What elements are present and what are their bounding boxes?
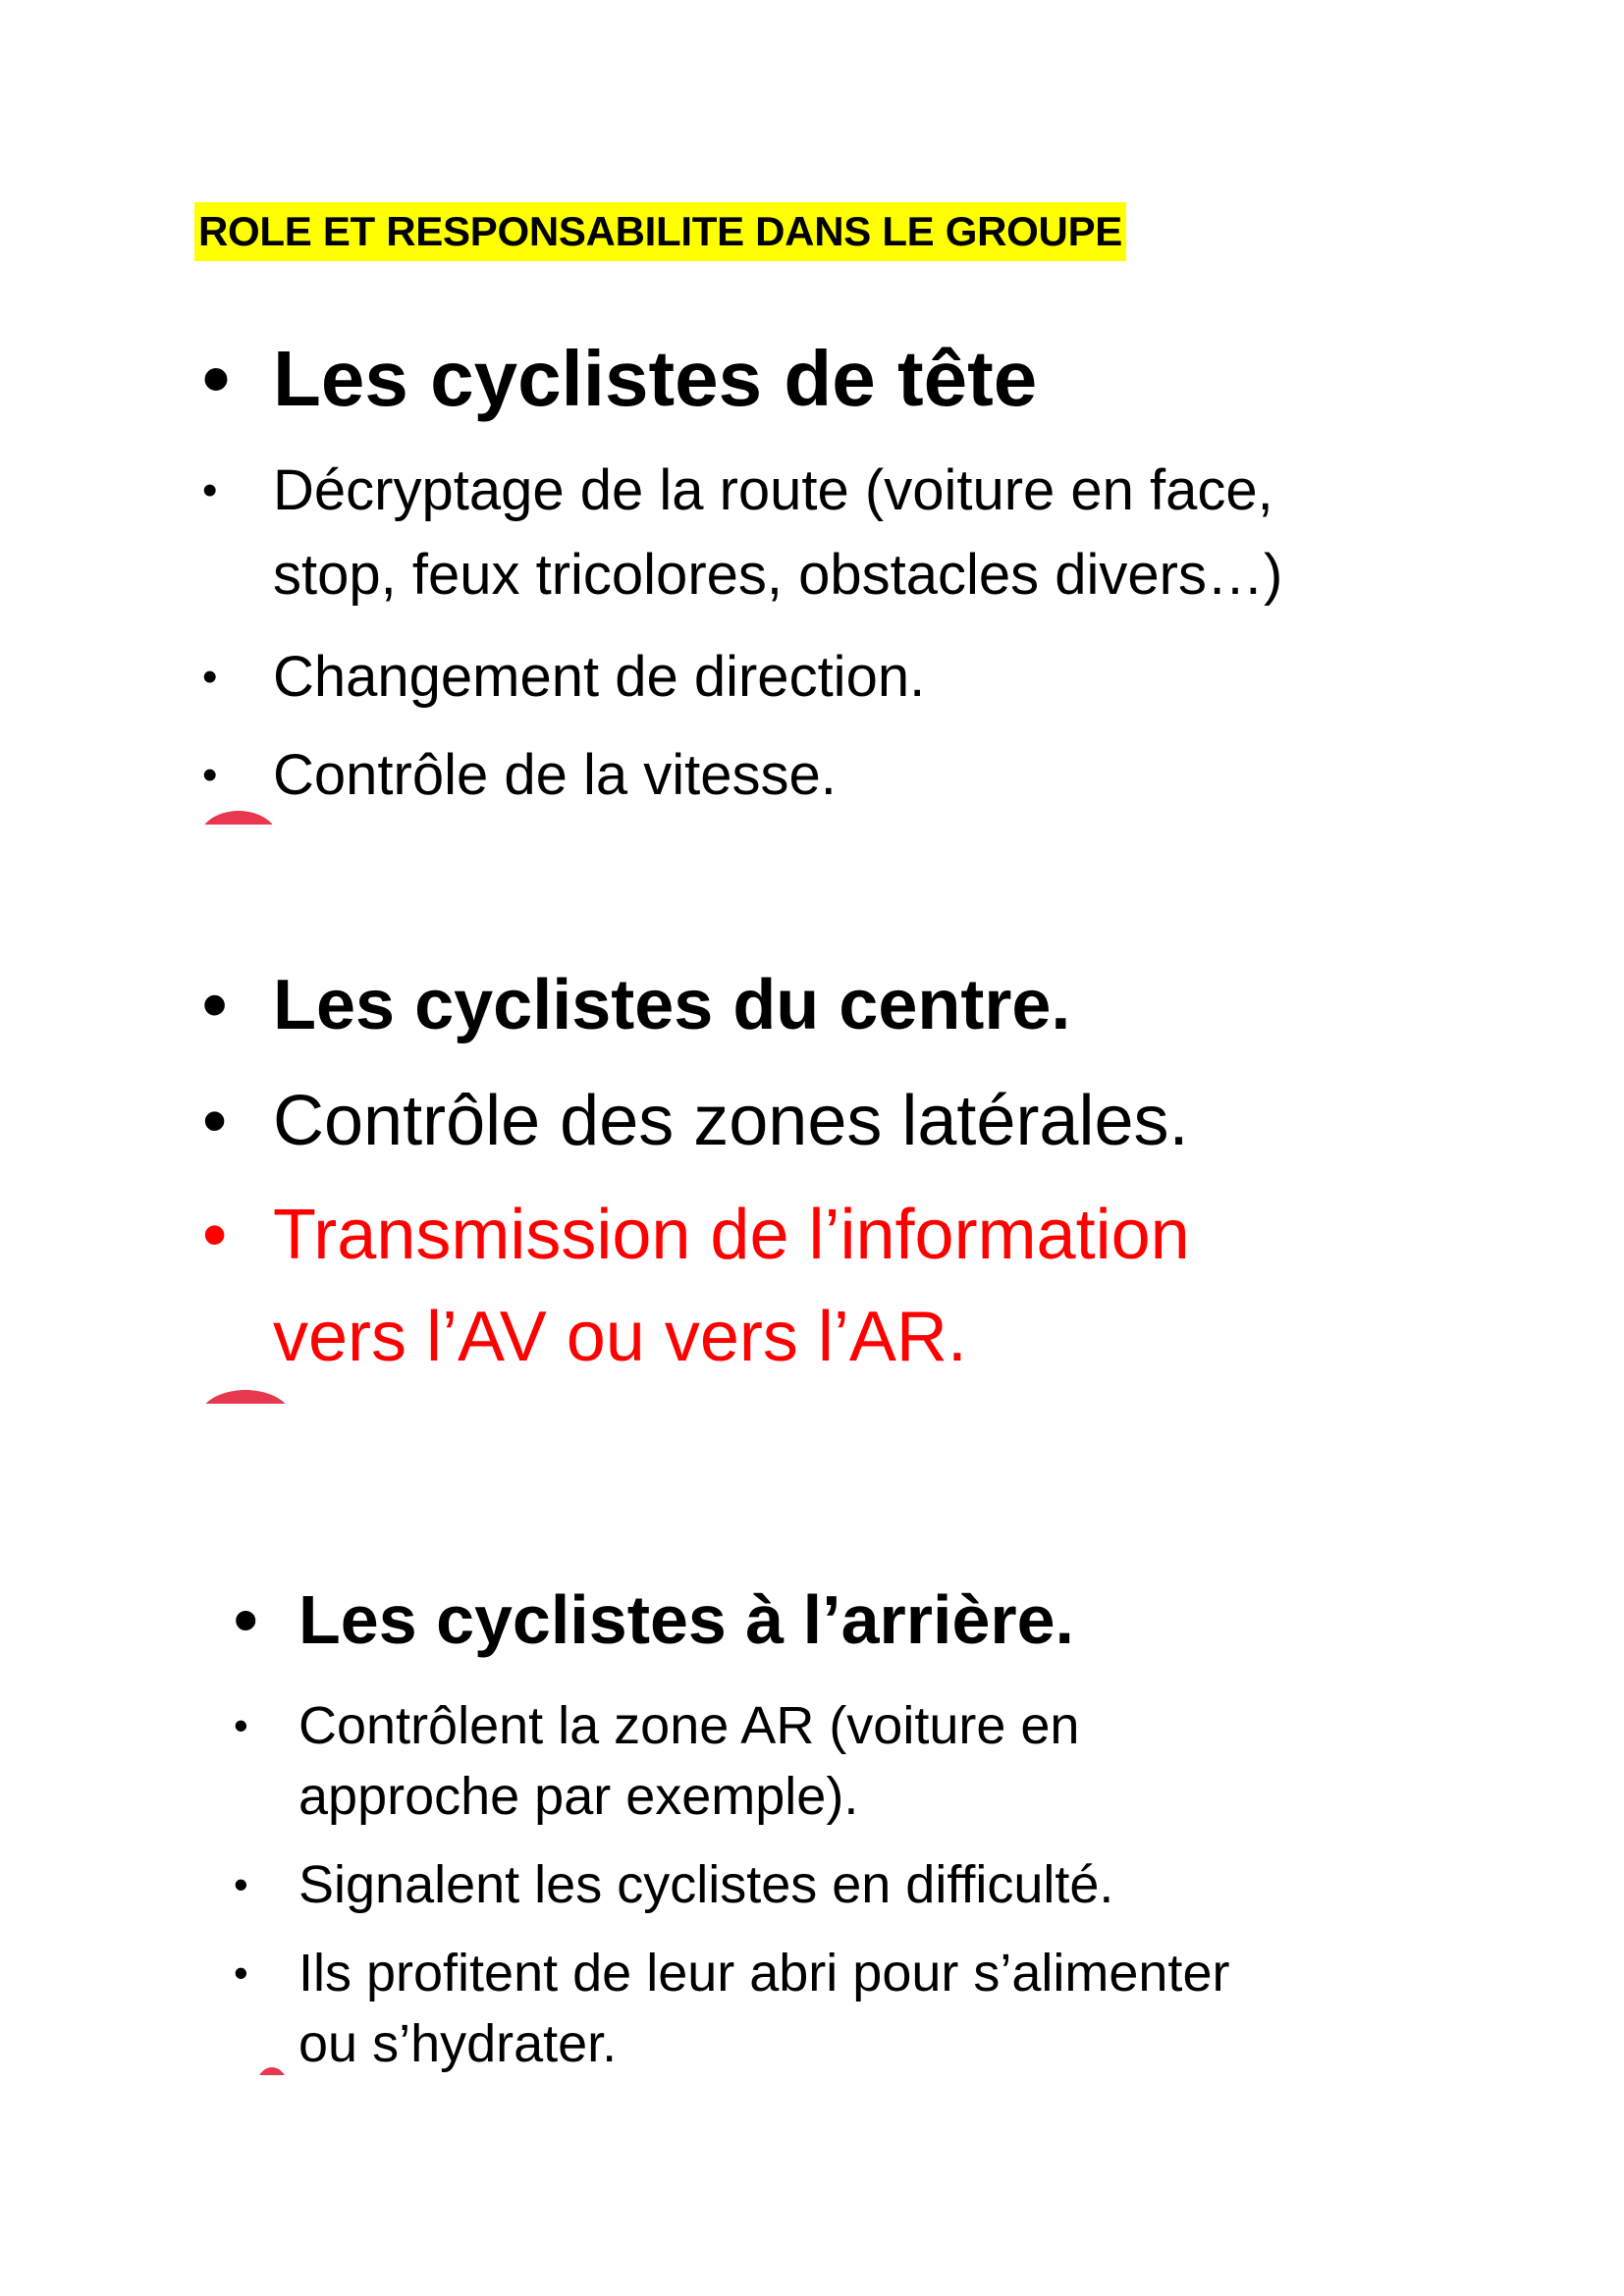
section-heading xyxy=(202,332,1037,426)
list-item xyxy=(234,1942,1229,2004)
bullet: • xyxy=(202,466,218,514)
bullet: • xyxy=(202,653,218,701)
bullet: • xyxy=(234,1949,248,1996)
section-heading-text: Les cyclistes à l’arrière. xyxy=(298,1581,1074,1658)
list-item-text: Changement de direction. xyxy=(273,645,926,709)
bullet: • xyxy=(234,1861,248,1907)
list-item-text: approche par exemple). xyxy=(298,1767,859,1826)
list-item-text: Contrôlent la zone AR (voiture en xyxy=(298,1696,1080,1755)
section-heading xyxy=(234,1578,1074,1661)
list-item xyxy=(202,1078,1189,1164)
list-item-text: Transmission de l’information xyxy=(273,1196,1190,1274)
bullet: • xyxy=(202,751,218,799)
list-item-continuation xyxy=(273,542,1282,609)
list-item-continuation xyxy=(273,1294,967,1380)
section-heading-text: Les cyclistes de tête xyxy=(273,335,1038,422)
red-circle-fragment xyxy=(198,811,279,825)
list-item xyxy=(234,1694,1079,1757)
list-item-text: Ils profitent de leur abri pour s’alimenter xyxy=(298,1944,1230,2002)
list-item xyxy=(202,457,1273,524)
red-circle-fragment xyxy=(198,1390,293,1404)
list-item-continuation xyxy=(298,2012,617,2075)
red-circle-fragment xyxy=(253,2067,291,2075)
list-item-text: Contrôle des zones latérales. xyxy=(273,1082,1189,1160)
list-item-highlighted xyxy=(202,1192,1190,1278)
list-item xyxy=(202,742,837,809)
list-item-continuation xyxy=(298,1765,858,1828)
bullet: • xyxy=(202,1082,228,1160)
list-item xyxy=(202,644,925,711)
bullet: • xyxy=(234,1581,258,1658)
list-item-text: ou s’hydrater. xyxy=(298,2014,618,2073)
section-heading-text: Les cyclistes du centre. xyxy=(273,966,1071,1044)
list-item-text: Contrôle de la vitesse. xyxy=(273,743,837,807)
section-heading xyxy=(202,962,1070,1048)
list-item xyxy=(234,1853,1113,1916)
bullet: • xyxy=(202,966,228,1044)
bullet: • xyxy=(202,335,231,422)
list-item-text: vers l’AV ou vers l’AR. xyxy=(273,1298,967,1376)
list-item-text: stop, feux tricolores, obstacles divers…) xyxy=(273,543,1283,607)
list-item-text: Décryptage de la route (voiture en face, xyxy=(273,458,1273,522)
page-title: ROLE ET RESPONSABILITE DANS LE GROUPE xyxy=(194,202,1126,261)
list-item-text: Signalent les cyclistes en difficulté. xyxy=(298,1855,1114,1914)
bullet: • xyxy=(234,1702,248,1748)
bullet: • xyxy=(202,1196,228,1274)
